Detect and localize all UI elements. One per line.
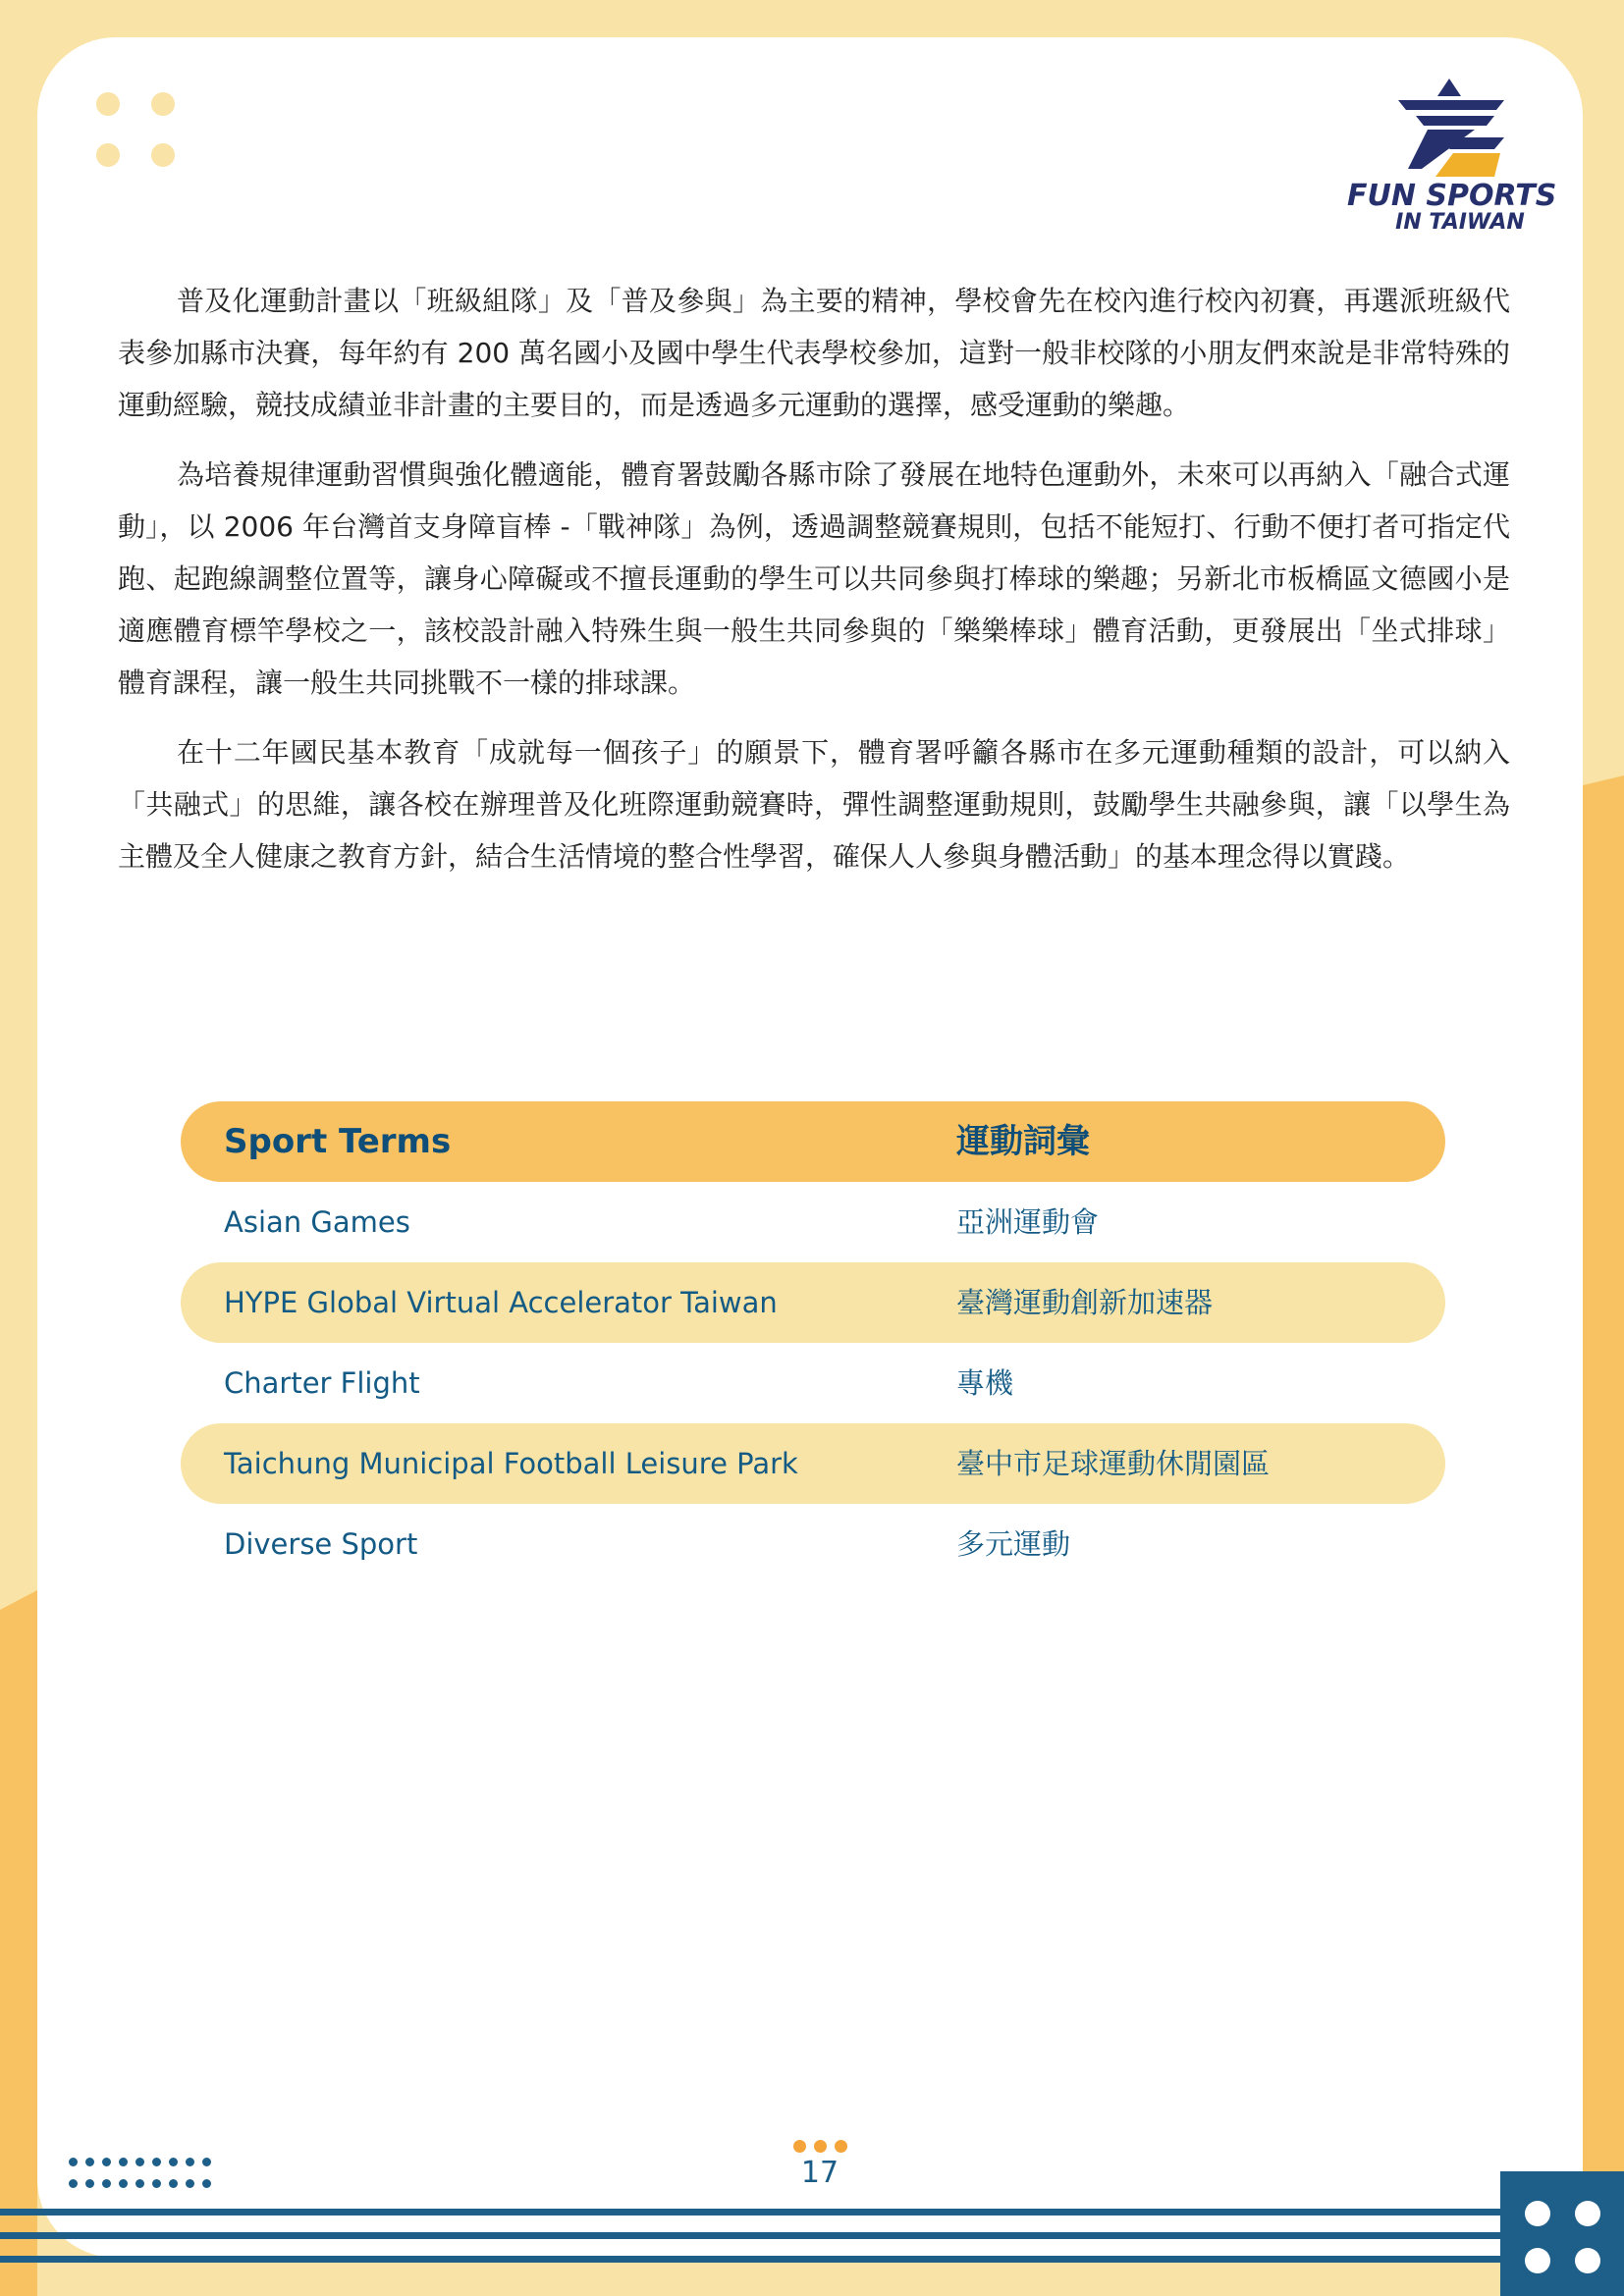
header-en: Sport Terms	[224, 1122, 452, 1161]
footer-stripe	[0, 2256, 1500, 2263]
term-en: Taichung Municipal Football Leisure Park	[224, 1447, 798, 1480]
term-zh: 臺中市足球運動休閒園區	[956, 1447, 1271, 1480]
article-body	[118, 275, 1510, 900]
star-emblem-icon	[1347, 75, 1551, 183]
footer-stripe	[0, 2209, 1500, 2216]
table-row	[181, 1343, 1445, 1423]
terms-header-row	[181, 1101, 1445, 1182]
footer-dots-decoration	[69, 2158, 226, 2201]
logo-title: FUN SPORTS	[1347, 179, 1557, 213]
table-row	[181, 1182, 1445, 1262]
corner-dots-box	[1500, 2171, 1624, 2296]
fun-sports-logo	[1347, 75, 1557, 241]
term-en: Asian Games	[224, 1205, 410, 1239]
sport-terms-table	[181, 1101, 1445, 1584]
corner-dots-decoration	[96, 92, 175, 171]
table-row	[181, 1504, 1445, 1584]
term-zh: 專機	[956, 1366, 1014, 1400]
left-orange-accent	[0, 1590, 37, 2296]
right-orange-accent	[1583, 775, 1624, 2296]
page-number: 17	[800, 2156, 839, 2190]
table-row	[181, 1423, 1445, 1504]
paragraph: 在十二年國民基本教育「成就每一個孩子」的願景下，體育署呼籲各縣市在多元運動種類的設計，可以納入「共融式」的思維，讓各校在辦理普及化班際運動競賽時，彈性調整運動規則，鼓勵學生共融參與，讓「以學生為主體及全人健康之教育方針，結合生活情境的整合性學習，確保人人參與身體活動」的基本理念得以實踐。	[118, 736, 1510, 873]
term-zh: 多元運動	[956, 1527, 1071, 1561]
term-en: Charter Flight	[224, 1366, 420, 1400]
term-en: Diverse Sport	[224, 1527, 418, 1561]
term-zh: 亞洲運動會	[956, 1205, 1100, 1239]
footer-stripe	[0, 2232, 1500, 2239]
table-row	[181, 1262, 1445, 1343]
term-en: HYPE Global Virtual Accelerator Taiwan	[224, 1286, 778, 1319]
paragraph: 為培養規律運動習慣與強化體適能，體育署鼓勵各縣市除了發展在地特色運動外，未來可以再納入「融合式運動」，以 2006 年台灣首支身障盲棒 -「戰神隊」為例，透過調整競賽規則，包括不能短打、行動不便打者可指定代跑、起跑線調整位置等，讓身心障礙或不擅長運動的學生可以共同參與打棒球的樂趣；另新北市板橋區文德國小是適應體育標竿學校之一，該校設計融入特殊生與一般生共同參與的「樂樂棒球」體育活動，更發展出「坐式排球」體育課程，讓一般生共同挑戰不一樣的排球課。	[118, 458, 1510, 699]
paragraph: 普及化運動計畫以「班級組隊」及「普及參與」為主要的精神，學校會先在校內進行校內初賽，再選派班級代表參加縣市決賽，每年約有 200 萬名國小及國中學生代表學校參加，這對一般非校隊的小朋友們來說是非常特殊的運動經驗，競技成績並非計畫的主要目的，而是透過多元運動的選擇，感受運動的樂趣。	[118, 285, 1510, 421]
term-zh: 臺灣運動創新加速器	[956, 1286, 1214, 1319]
header-zh: 運動詞彙	[956, 1122, 1090, 1161]
logo-subtitle: IN TAIWAN	[1395, 210, 1525, 235]
page-number-dots-decoration	[793, 2140, 848, 2154]
